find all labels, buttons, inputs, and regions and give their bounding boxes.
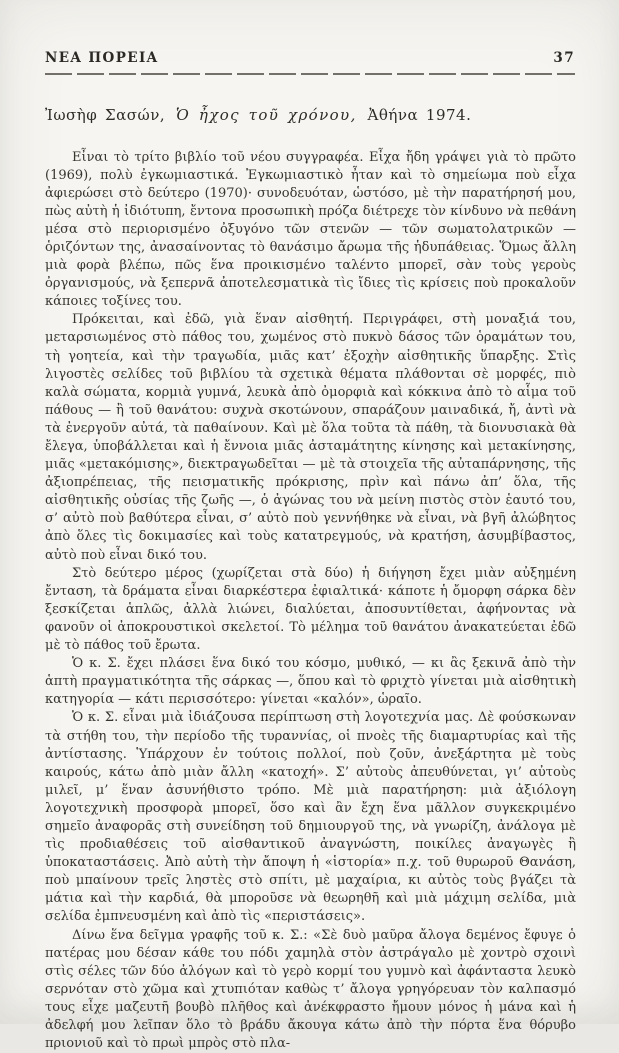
- body-paragraph: Πρόκειται, καὶ ἐδῶ, γιὰ ἕναν αἰσθητή. Περιγράφει, στὴ μοναξιά του, μεταρσιωμένος στὸ πάθος του, χωμένος στὸ πυκνὸ δάσος τῶν ὁραμάτων του, τὴ γοητεία, καὶ τὴν τραγωδία, μιᾶς κατ’ ἐξοχὴν αἰσθητικῆς ὕπαρξης. Στὶς λιγοστὲς σελίδες τοῦ βιβλίου τὰ σχετικὰ θέματα πλάθονται σὲ μορφές, πιὸ καλὰ σώματα, κορμιὰ γυμνά, λευκὰ ἀπὸ ὀμορφιὰ καὶ κόκκινα ἀπὸ τὸ αἷμα τοῦ πάθους — ἢ τοῦ θανάτου: συχνὰ σκοτώνουν, σπαράζουν μαιναδικά, ἤ, ἀντὶ νὰ τὰ ἐνεργοῦν αὐτά, τὰ παθαίνουν. Καὶ μὲ ὅλα τοῦτα τὰ πάθη, τὰ διονυσιακὰ θὰ ἔλεγα, ὑποβάλλεται καὶ ἡ ἔννοια μιᾶς ἀσταμάτητης κίνησης καὶ μετακίνησης, μιᾶς «μετακόμισης», διεκτραγωδεῖται — μὲ τὰ στοιχεῖα τῆς αὐταπάρνησης, τῆς ἀξιοπρέπειας, τῆς πεισματικῆς πρόκρισης, πρὶν καὶ πάνω ἀπ’ ὅλα, τῆς αἰσθητικῆς οὐσίας τῆς ζωῆς —, ὁ ἀγώνας του νὰ μείνη πιστὸς στὸν ἑαυτό του, σ’ αὐτὸ ποὺ βαθύτερα εἶναι, σ’ αὐτὸ ποὺ γεννήθηκε νὰ εἶναι, νὰ βγῆ ἀλώβητος ἀπὸ ὅλες τὶς δοκιμασίες καὶ τοὺς κατατρεγμούς, νὰ κρατήση, ἀσυμβίβαστος, αὐτὸ ποὺ εἶναι δικό του.: [45, 311, 576, 564]
- author-name: Ἰωσὴφ Σασών,: [45, 106, 165, 124]
- journal-title: ΝΕΑ ΠΟΡΕΙΑ: [45, 50, 159, 66]
- book-title: Ὁ ἦχος τοῦ χρόνου,: [173, 106, 360, 124]
- page-header: [45, 50, 575, 66]
- body-paragraph: Δίνω ἕνα δεῖγμα γραφῆς τοῦ κ. Σ.: «Σὲ δυὸ μαῦρα ἄλογα δεμένος ἔφυγε ὁ πατέρας μου δέσαν κάθε του πόδι χαμηλὰ στὸν ἀστράγαλο μὲ χοντρὸ σχοινὶ στὶς σέλες τῶν δύο ἀλόγων καὶ τὸ γερὸ κορμί του γυμνὸ καὶ ἀφάνταστα λευκὸ σερνόταν στὸ χῶμα καὶ χτυπιόταν καθὼς τ’ ἄλογα γρηγόρευαν τὸν καλπασμό τους εἶχε μαζευτῆ βουβὸ πλῆθος καὶ ἀνέκφραστο ἤμουν μόνος ἡ μάνα καὶ ἡ ἀδελφή μου λεῖπαν ὅλο τὸ βράδυ ἄκουγα κάτω ἀπὸ τὴν πόρτα ἕνα θόρυβο πριονιοῦ καὶ τὸ πρωὶ μπρὸς στὸ πλα-: [45, 927, 576, 1053]
- body-paragraph: Ὁ κ. Σ. εἶναι μιὰ ἰδιάζουσα περίπτωση στὴ λογοτεχνία μας. Δὲ φούσκωναν τὰ στήθη του, τὴν περίοδο τῆς τυραννίας, οἱ πνοὲς τῆς διαμαρτυρίας καὶ τῆς ἀντίστασης. Ὑπάρχουν ἐν τούτοις πολλοί, ποὺ ζοῦν, ἀνεξάρτητα μὲ τοὺς καιρούς, κάτω ἀπὸ μιὰν ἄλλη «κατοχή». Σ’ αὐτοὺς ἀπευθύνεται, γι’ αὐτοὺς μιλεῖ, μ’ ἕναν ἀσυνήθιστο τρόπο. Μὲ μιὰ παρατήρηση: μιὰ ἀξιόλογη λογοτεχνικὴ προσφορὰ μπορεῖ, ὅσο καὶ ἂν ἔχη ἕνα μᾶλλον συγκεκριμένο σημεῖο ἀναφορᾶς στὴ συνείδηση τοῦ δημιουργοῦ της, νὰ γνωρίζη, ἀνάλογα μὲ τὶς προδιαθέσεις τοῦ αἰσθαντικοῦ ἀναγνώστη, ποικίλες ἀναγωγὲς ἢ ὑποκαταστάσεις. Ἀπὸ αὐτὴ τὴν ἄποψη ἡ «ἱστορία» π.χ. τοῦ θυρωροῦ Θανάση, ποὺ μπαίνουν τρεῖς ληστὲς στὸ σπίτι, μὲ μαχαίρια, κι αὐτὸς τοὺς βγάζει τὰ μάτια καὶ τὴν καρδιά, θὰ μποροῦσε νὰ θεωρηθῆ καὶ μιὰ μάχιμη σελίδα, μιὰ σελίδα ἐμπνευσμένη καὶ ἀπὸ τὶς «περιστάσεις».: [45, 709, 576, 926]
- publication-info: Ἀθήνα 1974.: [368, 106, 472, 124]
- body-paragraph: Εἶναι τὸ τρίτο βιβλίο τοῦ νέου συγγραφέα. Εἶχα ἤδη γράψει γιὰ τὸ πρῶτο (1969), πολὺ ἐγκωμιαστικά. Ἐγκωμιαστικὸ ἦταν καὶ τὸ σημείωμα ποὺ εἶχα ἀφιερώσει στὸ δεύτερο (1970)· συνοδευόταν, ὡστόσο, μὲ τὴν παρατήρησή μου, πὼς αὐτὴ ἡ ἰδιότυπη, ἔντονα προσωπικὴ πρόζα διέτρεχε τὸν κίνδυνο νὰ πεθάνη μέσα στὸ περιορισμένο ὀξυγόνο τῶν στενῶν — τῶν σωματολατρικῶν — ὁριζόντων της, ἀνασαίνοντας τὸ θανάσιμο ἄρωμα τῆς ἡδυπάθειας. Ὅμως ἄλλη μιὰ φορὰ βλέπω, πῶς ἕνα προικισμένο ταλέντο μπορεῖ, σὰν τοὺς γεροὺς ὀργανισμούς, νὰ ξεπερνᾶ ἀποτελεσματικὰ τὶς ἴδιες τὶς κρίσεις ποὺ προκαλοῦν κάποιες τοξίνες του.: [45, 149, 576, 312]
- review-body: [45, 149, 576, 1053]
- body-paragraph: Ὁ κ. Σ. ἔχει πλάσει ἕνα δικό του κόσμο, μυθικό, — κι ἂς ξεκινᾶ ἀπὸ τὴν ἁπτὴ πραγματικότητα τῆς σάρκας —, ὅπου καὶ τὸ φριχτὸ γίνεται μιὰ αἰσθητικὴ κατηγορία — κάτι περισσότερο: γίνεται «καλόν», ὡραῖο.: [45, 655, 576, 709]
- bibliography-line: [45, 106, 575, 124]
- body-paragraph: Στὸ δεύτερο μέρος (χωρίζεται στὰ δύο) ἡ διήγηση ἔχει μιὰν αὐξημένη ἔνταση, τὰ δράματα εἶναι διαρκέστερα ἐφιαλτικά· κάποτε ἡ ὄμορφη σάρκα δὲν ξεσκίζεται ἁπλῶς, ἀλλὰ λιώνει, διαλύεται, ἀποσυντίθεται, ἀφήνοντας νὰ φανοῦν οἱ ἀποκρουστικοὶ σκελετοί. Τὸ μέλημα τοῦ θανάτου ἀνακατεύεται ἐδῶ μὲ τὸ πάθος τοῦ ἔρωτα.: [45, 565, 576, 655]
- header-rule: [45, 73, 575, 75]
- page-number: 37: [553, 50, 575, 66]
